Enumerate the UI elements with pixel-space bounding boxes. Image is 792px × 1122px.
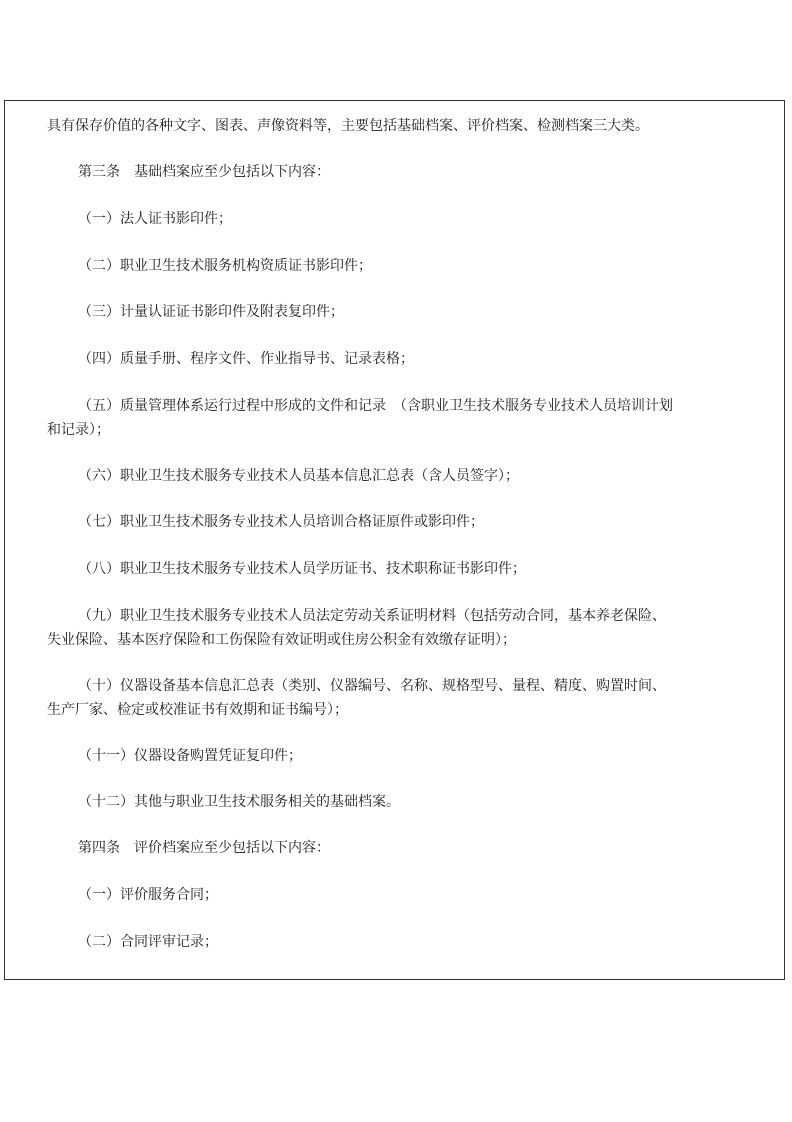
article-heading: 第四条 评价档案应至少包括以下内容： (78, 840, 330, 856)
list-item: （二）合同评审记录； (78, 934, 218, 950)
list-item-continuation: 和记录）； (47, 422, 110, 438)
list-item: （十）仪器设备基本信息汇总表（类别、仪器编号、名称、规格型号、量程、精度、购置时间、 (78, 678, 666, 694)
list-item: （七）职业卫生技术服务专业技术人员培训合格证原件或影印件； (78, 514, 484, 530)
article-heading: 第三条 基础档案应至少包括以下内容： (78, 164, 330, 180)
list-item: （九）职业卫生技术服务专业技术人员法定劳动关系证明材料（包括劳动合同，基本养老保险、 (78, 608, 666, 624)
text-line: 具有保存价值的各种文字、图表、声像资料等，主要包括基础档案、评价档案、检测档案三大类。 (47, 118, 649, 134)
list-item: （四）质量手册、程序文件、作业指导书、记录表格； (78, 351, 414, 367)
list-item-continuation: 生产厂家、检定或校准证书有效期和证书编号）； (47, 702, 348, 718)
list-item: （一）评价服务合同； (78, 887, 218, 903)
list-item: （五）质量管理体系运行过程中形成的文件和记录 （含职业卫生技术服务专业技术人员培训计划 (78, 398, 673, 414)
list-item: （八）职业卫生技术服务专业技术人员学历证书、技术职称证书影印件； (78, 561, 526, 577)
list-item: （一）法人证书影印件； (78, 211, 232, 227)
list-item: （三）计量认证证书影印件及附表复印件； (78, 304, 344, 320)
list-item: （二）职业卫生技术服务机构资质证书影印件； (78, 258, 372, 274)
list-item: （六）职业卫生技术服务专业技术人员基本信息汇总表（含人员签字）； (78, 468, 519, 484)
document-frame (4, 100, 785, 980)
list-item: （十二）其他与职业卫生技术服务相关的基础档案。 (78, 794, 400, 810)
list-item: （十一）仪器设备购置凭证复印件； (78, 748, 302, 764)
list-item-continuation: 失业保险、基本医疗保险和工伤保险有效证明或住房公积金有效缴存证明）； (47, 632, 516, 648)
